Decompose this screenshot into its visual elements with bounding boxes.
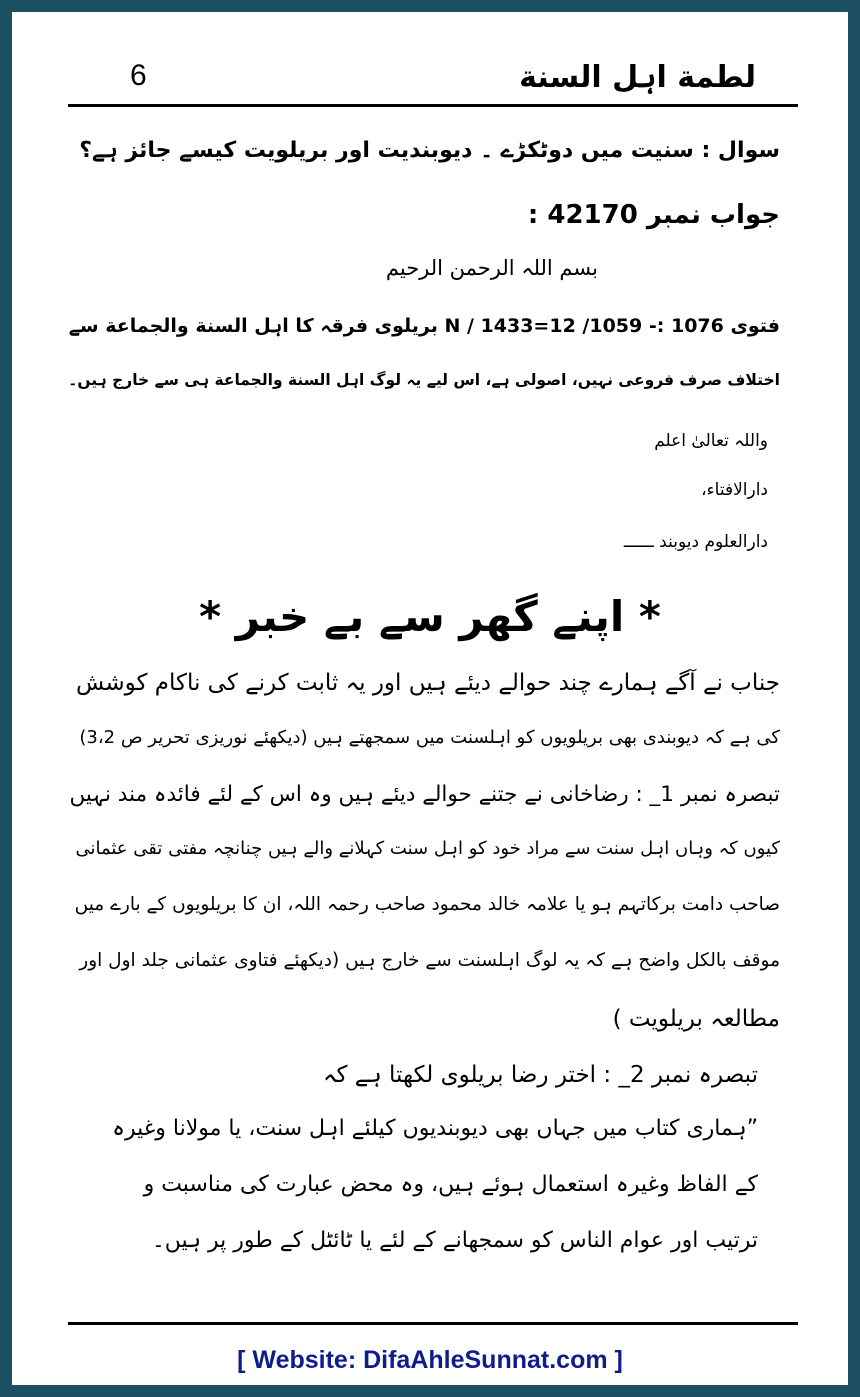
comment-2-label: تبصرہ نمبر 2_ : اختر رضا بریلوی لکھتا ہے کہ [323,1062,758,1088]
header-rule [68,104,798,107]
page-number: 6 [130,59,147,92]
intro-line-1: جناب نے آگے ہمارے چند حوالے دیئے ہیں اور یہ ثابت کرنے کی ناکام کوشش [76,670,780,696]
answer-number: جواب نمبر 42170 : [527,200,780,230]
question-text: سوال : سنیت میں دوٹکڑے ۔ دیوبندیت اور بریلویت کیسے جائز ہے؟ [79,138,780,163]
footer-rule [68,1322,798,1325]
comment-1-line-5: مطالعہ بریلویت ) [612,1006,780,1032]
quote-line-3: ترتیب اور عوام الناس کو سمجھانے کے لئے یا ٹائٹل کے طور پر ہیں۔ [151,1228,758,1253]
fatwa-line-1: فتوی 1076 :- 1059/ 12=N / 1433 بریلوی فرقہ کا اہل السنة والجماعة سے [68,315,780,337]
dar-ul-uloom: دارالعلوم دیوبند ــــــ [623,532,768,552]
book-page [12,12,848,1385]
bismillah: بسم اللہ الرحمن الرحیم [385,256,598,280]
comment-1-line-2: کیوں کہ وہاں اہل سنت سے مراد خود کو اہل سنت کہلانے والے ہیں چنانچہ مفتی تقی عثمانی [75,838,780,859]
dar-ul-ifta: دارالافتاء، [701,480,768,500]
website-link[interactable]: [ Website: DifaAhleSunnat.com ] [237,1346,623,1374]
quote-line-1: ”ہماری کتاب میں جہاں بھی دیوبندیوں کیلئے اہل سنت، یا مولانا وغیرہ [112,1116,758,1141]
quote-line-2: کے الفاظ وغیرہ استعمال ہوئے ہیں، وہ محض عبارت کی مناسبت و [143,1172,758,1197]
fatwa-line-2: اختلاف صرف فروعی نہیں، اصولی ہے، اس لیے یہ لوگ اہل السنة والجماعة ہی سے خارج ہیں۔ [68,371,780,389]
intro-line-2: کی ہے کہ دیوبندی بھی بریلویوں کو اہلسنت میں سمجھتے ہیں (دیکھئے نوریزی تحریر ص 3،2) [79,727,780,748]
section-title: * اپنے گھر سے بے خبر * [199,592,661,641]
fatwa-closing: واللہ تعالیٰ اعلم [654,431,768,451]
comment-1-line-4: موقف بالکل واضح ہے کہ یہ لوگ اہلسنت سے خارج ہیں (دیکھئے فتاوی عثمانی جلد اول اور [79,950,780,971]
book-title: لطمة اہل السنة [519,60,756,95]
comment-1-line-3: صاحب دامت برکاتہم ہو یا علامہ خالد محمود صاحب رحمہ اللہ، ان کا بریلویوں کے بارے میں [74,894,780,915]
comment-1-line-1: تبصرہ نمبر 1_ : رضاخانی نے جتنے حوالے دیئے ہیں وہ اس کے لئے فائدہ مند نہیں [69,782,780,807]
